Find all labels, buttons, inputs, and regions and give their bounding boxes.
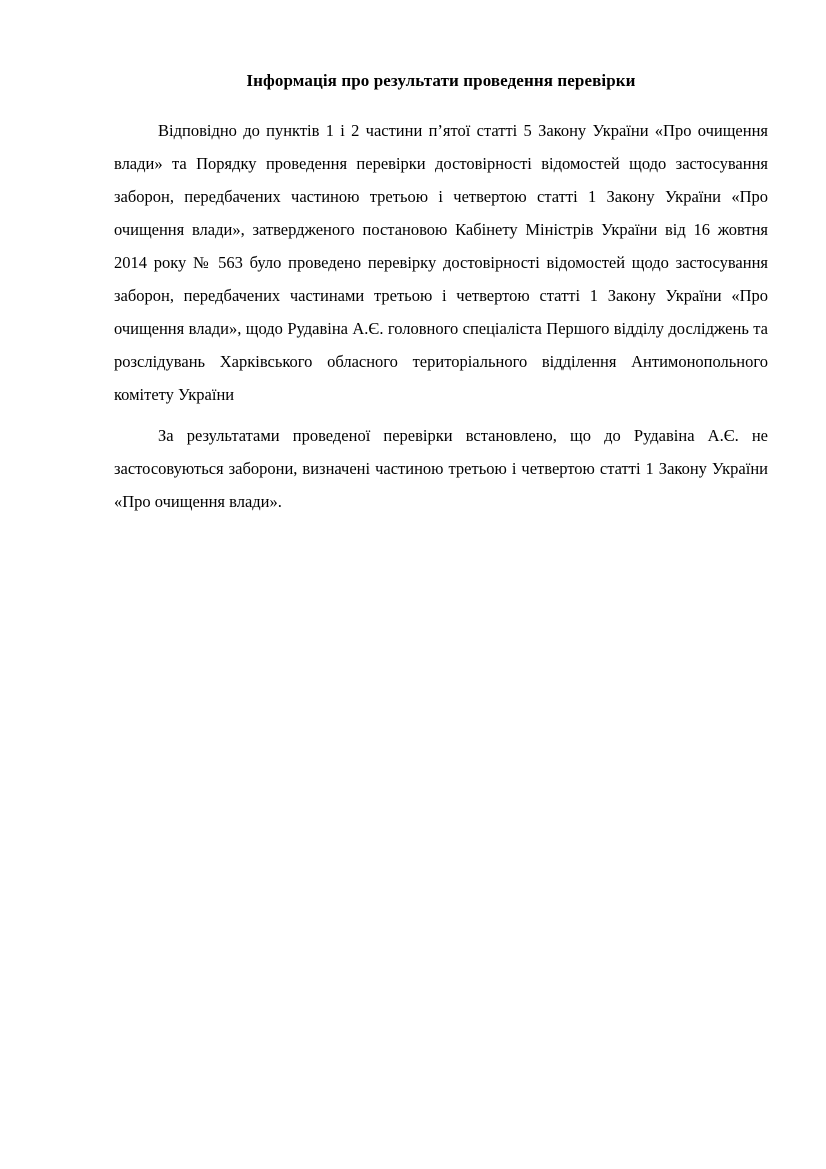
page-title: Інформація про результати проведення перевірки <box>246 71 636 90</box>
document-body <box>114 70 768 520</box>
paragraph-verification-result: За результатами проведеної перевірки встановлено, що до Рудавіна А.Є. не застосовуються заборони, визначені частиною третьою і четвертою статті 1 Закону України «Про очищення влади». <box>114 426 768 512</box>
paragraph-verification-basis: Відповідно до пунктів 1 і 2 частини п’ятої статті 5 Закону України «Про очищення влади» та Порядку проведення перевірки достовірності відомостей щодо застосування заборон, передбачених частиною третьою і четвертою статті 1 Закону України «Про очищення влади», затвердженого постановою Кабінету Міністрів України від 16 жовтня 2014 року № 563 було проведено перевірку достовірності відомостей щодо застосування заборон, передбачених частинами третьою і четвертою статті 1 Закону України «Про очищення влади», щодо Рудавіна А.Є. головного спеціаліста Першого відділу досліджень та розслідувань Харківського обласного територіального відділення Антимонопольного комітету України <box>114 121 768 405</box>
